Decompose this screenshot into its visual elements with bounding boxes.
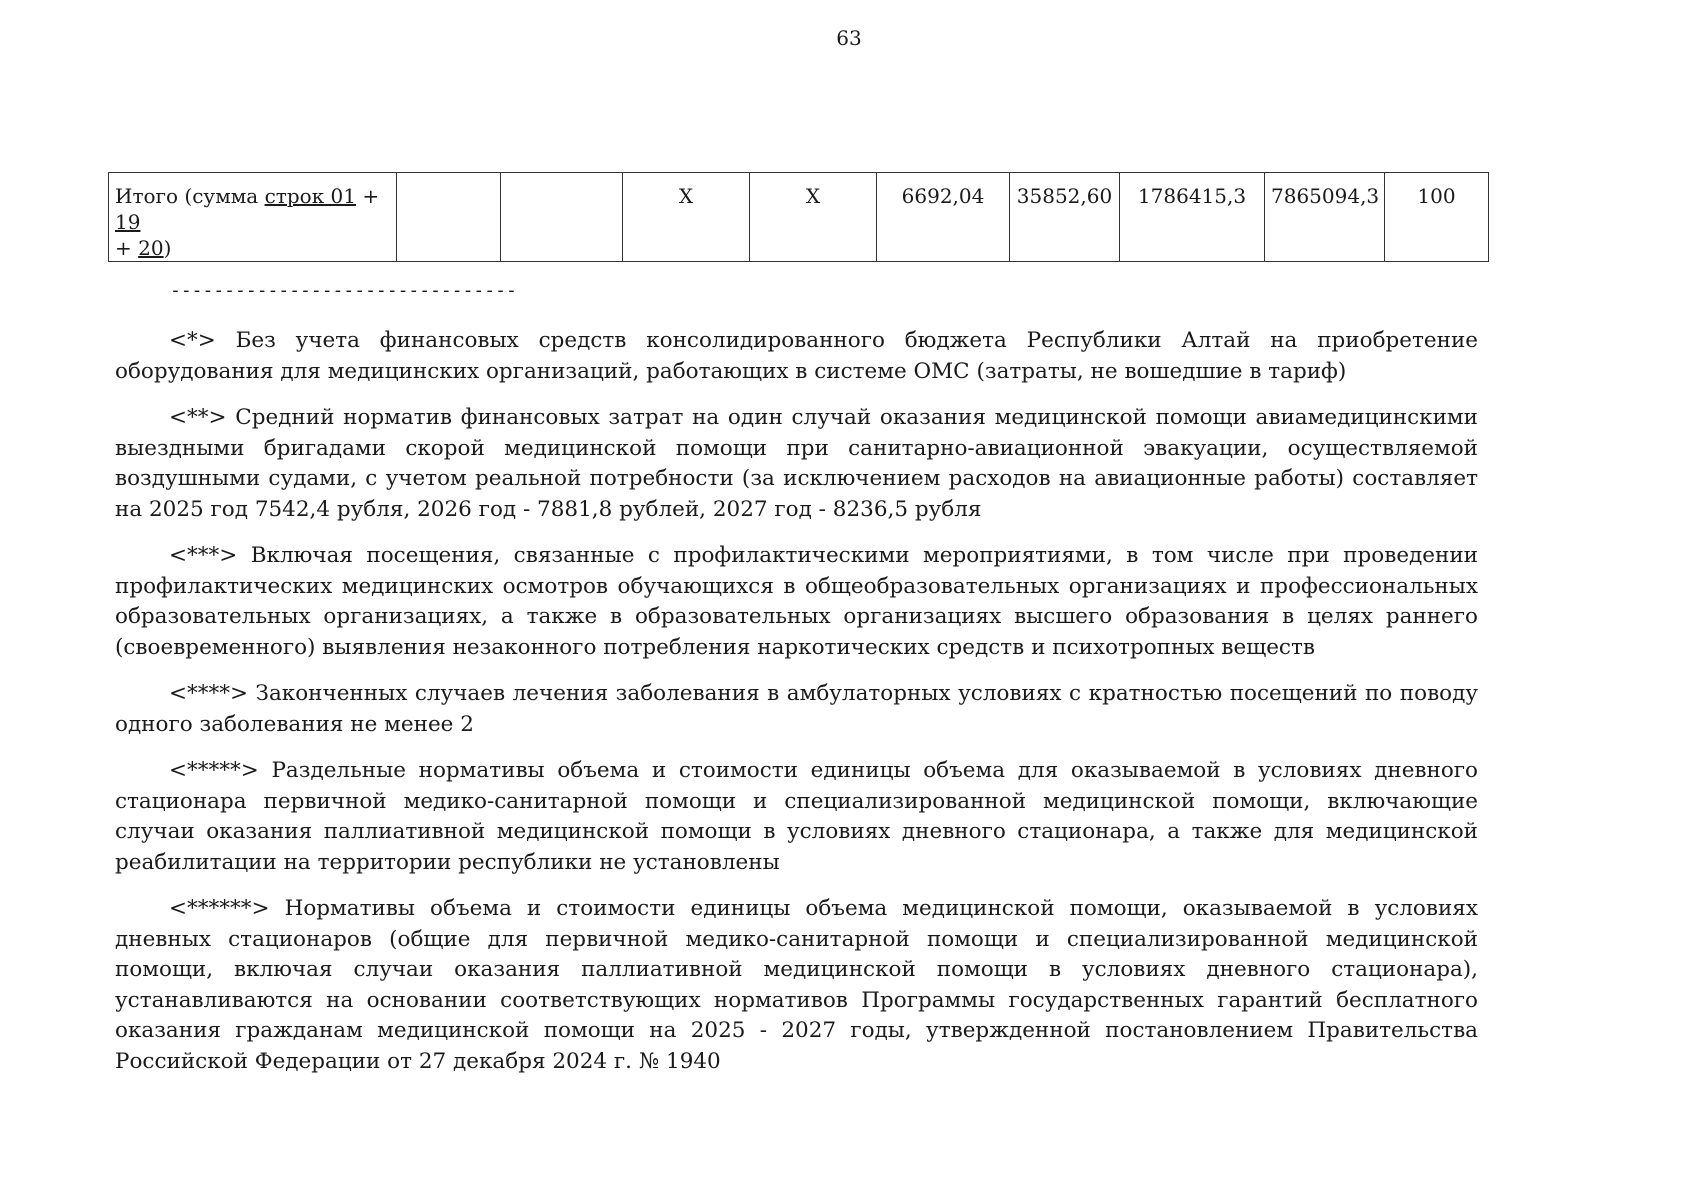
total-label-suffix: ) bbox=[163, 236, 172, 260]
plus-sign: + bbox=[356, 184, 380, 208]
summary-table bbox=[108, 172, 1489, 262]
footnote-5: <*****> Раздельные нормативы объема и стоимости единицы объема для оказываемой в условиях дневного стационара первичной медико-санитарной помощи и специализированной медицинской помощи, включающие случаи оказания паллиативной медицинской помощи в условиях дневного стационара, а также для медицинской реабилитации на территории республики не установлены bbox=[115, 758, 1478, 875]
table-cell: 6692,04 bbox=[877, 173, 1010, 262]
footnote-3: <***> Включая посещения, связанные с профилактическими мероприятиями, в том числе при проведении профилактических медицинских осмотров обучающихся в общеобразовательных организациях и профессиональных образовательных организациях, а также в образовательных организациях высшего образования в целях раннего (своевременного) выявления незаконного потребления наркотических средств и психотропных веществ bbox=[115, 543, 1478, 660]
table-cell bbox=[501, 173, 623, 262]
rows-01-link[interactable]: строк 01 bbox=[264, 184, 357, 208]
plus-sign: + bbox=[115, 236, 139, 260]
footnote-4: <****> Законченных случаев лечения заболевания в амбулаторных условиях с кратностью посещений по поводу одного заболевания не менее 2 bbox=[115, 681, 1478, 737]
row-20-link[interactable]: 20 bbox=[138, 236, 164, 260]
total-row bbox=[109, 173, 1489, 262]
footnote-separator: -------------------------------- bbox=[170, 280, 517, 301]
table-cell: 100 bbox=[1385, 173, 1489, 262]
table-cell: Х bbox=[623, 173, 750, 262]
table-cell: 1786415,3 bbox=[1120, 173, 1265, 262]
row-19-link[interactable]: 19 bbox=[115, 210, 141, 234]
footnote-1: <*> Без учета финансовых средств консолидированного бюджета Республики Алтай на приобретение оборудования для медицинских организаций, работающих в системе ОМС (затраты, не вошедшие в тариф) bbox=[115, 328, 1478, 384]
page-number: 63 bbox=[836, 26, 862, 50]
table-cell: 7865094,3 bbox=[1265, 173, 1385, 262]
total-label-cell bbox=[109, 173, 397, 262]
table-cell: Х bbox=[750, 173, 877, 262]
table-cell: 35852,60 bbox=[1010, 173, 1120, 262]
footnote-6: <******> Нормативы объема и стоимости единицы объема медицинской помощи, оказываемой в условиях дневных стационаров (общие для первичной медико-санитарной помощи и специализированной медицинской помощи, включая случаи оказания паллиативной медицинской помощи в условиях дневного стационара), устанавливаются на основании соответствующих нормативов Программы государственных гарантий бесплатного оказания гражданам медицинской помощи на 2025 - 2027 годы, утвержденной постановлением Правительства Российской Федерации от 27 декабря 2024 г. № 1940 bbox=[115, 896, 1478, 1074]
table-cell bbox=[397, 173, 501, 262]
footnote-2: <**> Средний норматив финансовых затрат на один случай оказания медицинской помощи авиамедицинскими выездными бригадами скорой медицинской помощи при санитарно-авиационной эвакуации, осуществляемой воздушными судами, с учетом реальной потребности (за исключением расходов на авиационные работы) составляет на 2025 год 7542,4 рубля, 2026 год - 7881,8 рублей, 2027 год - 8236,5 рубля bbox=[115, 405, 1478, 522]
total-label-prefix: Итого (сумма bbox=[115, 184, 265, 208]
footnotes bbox=[115, 326, 1478, 1093]
